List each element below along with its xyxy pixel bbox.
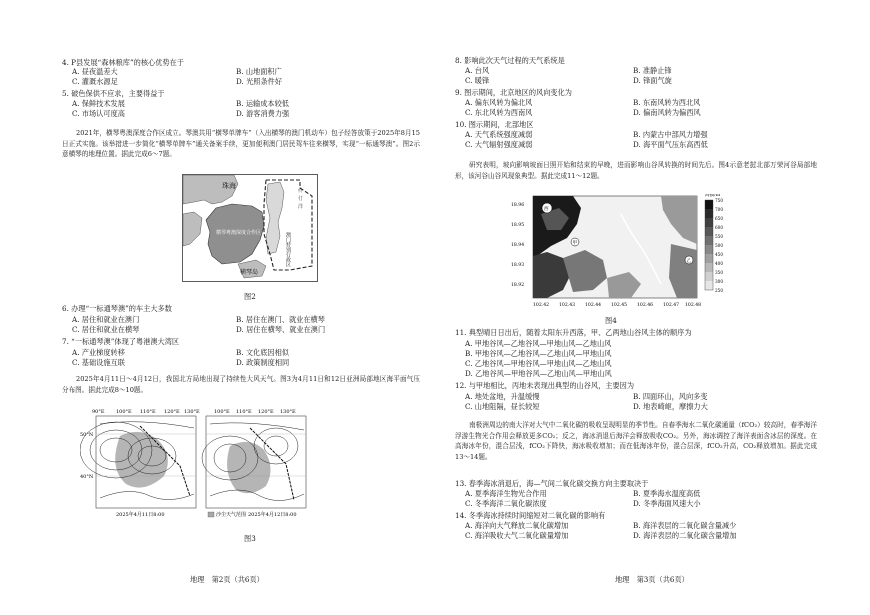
fig4-legend-700: 700 [715, 207, 723, 212]
right-page [435, 0, 870, 615]
figure-3-caption: 图3 [244, 534, 256, 543]
q13-option-a: A. 夏季海洋生物光合作用 [465, 489, 547, 498]
q5-option-a: A. 保鲜技术发展 [72, 99, 125, 108]
fig4-x-102.46: 102.46 [637, 303, 654, 308]
q7-option-a: A. 产业梯度转移 [72, 348, 125, 357]
fig3-lat-50: 50°N [80, 432, 94, 438]
q5-option-d: D. 游客消费力强 [236, 109, 290, 118]
page-footer-left: 地理 第2页（共6页） [190, 575, 264, 584]
q12-stem: 12. 与甲地相比，丙地未表现出典型的山谷风，主要因为 [455, 381, 635, 390]
fig4-legend-500: 500 [715, 243, 723, 248]
fig3-lon-110: 110°E [140, 409, 156, 415]
q14-option-c: C. 海洋吸收大气二氧化碳量增加 [465, 531, 569, 540]
fig2-label-zhuhai: 珠海 [222, 182, 236, 190]
q6-option-c: C. 居住和就业在横琴 [72, 325, 140, 334]
fig2-label-ling: 伶 [298, 188, 304, 194]
q14-option-a: A. 海洋向大气释放二氧化碳增加 [465, 521, 569, 530]
fig4-place-b: 乙 [686, 259, 692, 264]
fig4-y-18.94: 18.94 [511, 243, 525, 248]
fig4-y-18.95: 18.95 [511, 223, 525, 228]
q4-option-a: A. 昼夜温差大 [72, 67, 118, 76]
q11-stem: 11. 典型晴日日出后，随着太阳东升西落，甲、乙两地山谷风主体的顺序为 [455, 328, 692, 337]
passage-hengqin: 2021年，横琴粤澳深度合作区成立。琴澳共用“横琴单牌车”（入出横琴的澳门机动车）包子经答放策于2025年8月15日正式实施。该举措进一步简化“横琴单牌车”通关备案手续，更加便利澳门居民驾车往来横琴，实现“一标通琴澳”。图2示意横琴的地理位置。据此完成6～7题。 [62, 129, 420, 159]
passage-southern-ocean: 南极洲周边的南大洋对大气中二氧化碳的吸收呈现明显的季节性。自春季海水二氧化碳通量（fCO₂）较高时，春季海洋浮游生物光合作用会释放更多CO₂；反之，海冰消退后海洋会释放吸收CO₂。另外，海冰调控了海洋表面含冰层的深度。在高海冰年份，混合层浅，fCO₂下降快，海冰吸收增加；而在低海冰年份，混合层深，fCO₂升高，CO₂释放增加。据此完成13～14题。 [455, 421, 817, 461]
q6-stem: 6. 办理“一标通琴澳”的车主大多数 [62, 304, 172, 313]
fig3-map2-date: 2025年4月12日8:00 [248, 512, 297, 518]
fig4-x-102.44: 102.44 [585, 303, 602, 308]
q4-option-c: C. 灌溉水源足 [72, 77, 118, 86]
fig4-legend-title: 海拔/m [705, 194, 721, 198]
fig2-label-ding: 仃 [298, 196, 304, 202]
q8-option-b: B. 准静止锋 [633, 66, 672, 75]
fig4-y-18.92: 18.92 [511, 283, 525, 288]
q13-option-b: B. 夏季海水温度高低 [633, 489, 701, 498]
page-footer-right: 地理 第3页（共6页） [615, 575, 689, 584]
fig3-map-apr12 [202, 416, 306, 508]
fig2-label-cooperation-zone: 横琴粤澳深度合作区 [216, 230, 262, 236]
fig4-legend-650: 650 [715, 216, 723, 221]
q10-option-d: D. 海平面气压东高西低 [633, 140, 708, 149]
fig4-legend-250: 250 [715, 288, 723, 293]
q12-option-a: A. 地处盆地，升温缓慢 [465, 392, 540, 401]
q11-option-b: B. 甲地谷风—乙地谷风—乙地山风—甲地山风 [465, 349, 612, 358]
fig4-y-18.93: 18.93 [511, 263, 525, 268]
figure-4-caption: 图4 [605, 316, 617, 325]
q5-stem: 5. 破色保供不应求，主要得益于 [62, 89, 165, 98]
fig4-legend-350: 350 [715, 270, 723, 275]
q12-option-b: B. 四面环山，风向多变 [633, 392, 708, 401]
fig4-legend-550: 550 [715, 234, 723, 239]
fig3-lon-130: 130°E [184, 409, 200, 415]
q12-option-d: D. 地表崎岖，摩擦力大 [633, 402, 708, 411]
q4-option-b: B. 山地面积广 [236, 67, 282, 76]
q13-stem: 13. 春季海冰消退后，海—气间二氧化碳交换方向主要取决于 [455, 479, 649, 488]
figure-2-map [182, 174, 318, 282]
fig3-lat-40: 40°N [80, 474, 94, 480]
fig4-x-102.48: 102.48 [685, 303, 702, 308]
fig3-legend-dust: 沙尘天气范围 [216, 512, 247, 518]
q7-stem: 7. “一标通琴澳”体现了粤港澳大湾区 [62, 337, 180, 346]
fig4-legend-600: 600 [715, 225, 723, 230]
fig3-map1-date: 2025年4月11日8:00 [116, 512, 165, 518]
q7-option-d: D. 政策制度相同 [236, 358, 290, 367]
fig4-legend-300: 300 [715, 279, 723, 284]
fig3-lon-90: 90°E [92, 409, 105, 415]
fig4-x-102.45: 102.45 [611, 303, 628, 308]
q10-option-a: A. 天气系统强度减弱 [465, 130, 533, 139]
q6-option-b: B. 居住在澳门、就业在横琴 [236, 315, 325, 324]
q10-option-b: B. 内蒙古中部风力增强 [633, 130, 708, 139]
q9-option-a: A. 偏东风转为偏北风 [465, 98, 533, 107]
passage-dust-storm: 2025年4月11日～4月12日，我国北方局地出现了持续性大风天气。图3为4月11日和12日亚洲局部地区海平面气压分布图。据此完成8～10题。 [62, 375, 420, 394]
q4-stem: 4. P县发展“森林粮库”的核心优势在于 [62, 58, 184, 67]
q6-option-d: D. 居住在横琴、就业在澳门 [236, 325, 326, 334]
fig4-x-102.43: 102.43 [559, 303, 576, 308]
q8-option-c: C. 暖锋 [465, 76, 490, 85]
fig4-x-102.42: 102.42 [533, 303, 550, 308]
q5-option-c: C. 市场认可度高 [72, 109, 125, 118]
q9-stem: 9. 图示期间，北京地区的风向变化为 [455, 88, 572, 97]
q9-option-b: B. 东南风转为西北风 [633, 98, 701, 107]
q14-option-d: D. 海洋表层的二氧化碳含量增加 [633, 531, 737, 540]
q11-option-a: A. 甲地谷风—乙地谷风—甲地山风—乙地山风 [465, 339, 612, 348]
q13-option-c: C. 冬季海洋二氧化碳浓度 [465, 499, 547, 508]
fig3-map2-lon-100: 100°E [214, 409, 230, 415]
q8-option-d: D. 锋面气旋 [633, 76, 672, 85]
fig4-place-a: 甲 [572, 241, 578, 246]
q9-option-d: D. 偏南风转为偏西风 [633, 108, 701, 117]
q14-option-b: B. 海洋表层的二氧化碳含量减少 [633, 521, 737, 530]
q14-stem: 14. 冬季海冰持续时间缩短对二氧化碳的影响有 [455, 511, 606, 520]
passage-valley-wind: 研究表明，坡向影响坡面日照开始和结束的早晚，进而影响山谷风转换的时间先后。图4示意老挝北部万荣河谷局部地形，该河谷山谷风现象典型。据此完成11～12题。 [455, 161, 817, 180]
q7-option-c: C. 基础设施互联 [72, 358, 125, 367]
q10-stem: 10. 图示期间，北部地区 [455, 120, 534, 129]
q7-option-b: B. 文化底因相似 [236, 348, 289, 357]
q6-option-a: A. 居住和就业在澳门 [72, 315, 140, 324]
q8-option-a: A. 台风 [465, 66, 490, 75]
q8-stem: 8. 影响此次天气过程的天气系统是 [455, 56, 565, 65]
fig3-map-apr11 [80, 416, 196, 508]
q11-option-c: C. 乙地谷风—甲地谷风—甲地山风—乙地山风 [465, 359, 612, 368]
q13-option-d: D. 冬季海面风速大小 [633, 499, 701, 508]
fig4-legend-400: 400 [715, 261, 723, 266]
figure-2-caption: 图2 [244, 292, 256, 301]
q12-option-c: C. 山地阻隔，昼长较短 [465, 402, 540, 411]
fig4-y-18.96: 18.96 [511, 203, 525, 208]
figure-4-terrain [511, 194, 731, 312]
q5-option-b: B. 运输成本较低 [236, 99, 289, 108]
fig2-label-hengqin-island: 横琴岛 [240, 269, 259, 276]
fig3-map2-lon-120: 120°E [258, 409, 274, 415]
fig3-map2-lon-130: 130°E [280, 409, 296, 415]
fig4-place-west: 西 [544, 207, 549, 212]
fig2-label-yang: 洋 [298, 204, 304, 210]
fig3-lon-100: 100°E [116, 409, 132, 415]
fig2-label-macao: 澳门特别行政区 [285, 232, 291, 267]
q11-option-d: D. 乙地谷风—甲地谷风—乙地山风—甲地山风 [465, 369, 612, 378]
fig4-legend-450: 450 [715, 252, 723, 257]
fig3-map2-lon-110: 110°E [236, 409, 252, 415]
fig4-legend-750: 750 [715, 198, 723, 203]
fig4-legend-bar [705, 200, 713, 290]
figure-3-maps [80, 406, 310, 524]
fig4-x-102.47: 102.47 [663, 303, 680, 308]
fig3-lon-120: 120°E [164, 409, 180, 415]
q9-option-c: C. 东北风转为西南风 [465, 108, 533, 117]
q4-option-d: D. 光照条件好 [236, 77, 283, 86]
q10-option-c: C. 大气辐射强度减弱 [465, 140, 533, 149]
